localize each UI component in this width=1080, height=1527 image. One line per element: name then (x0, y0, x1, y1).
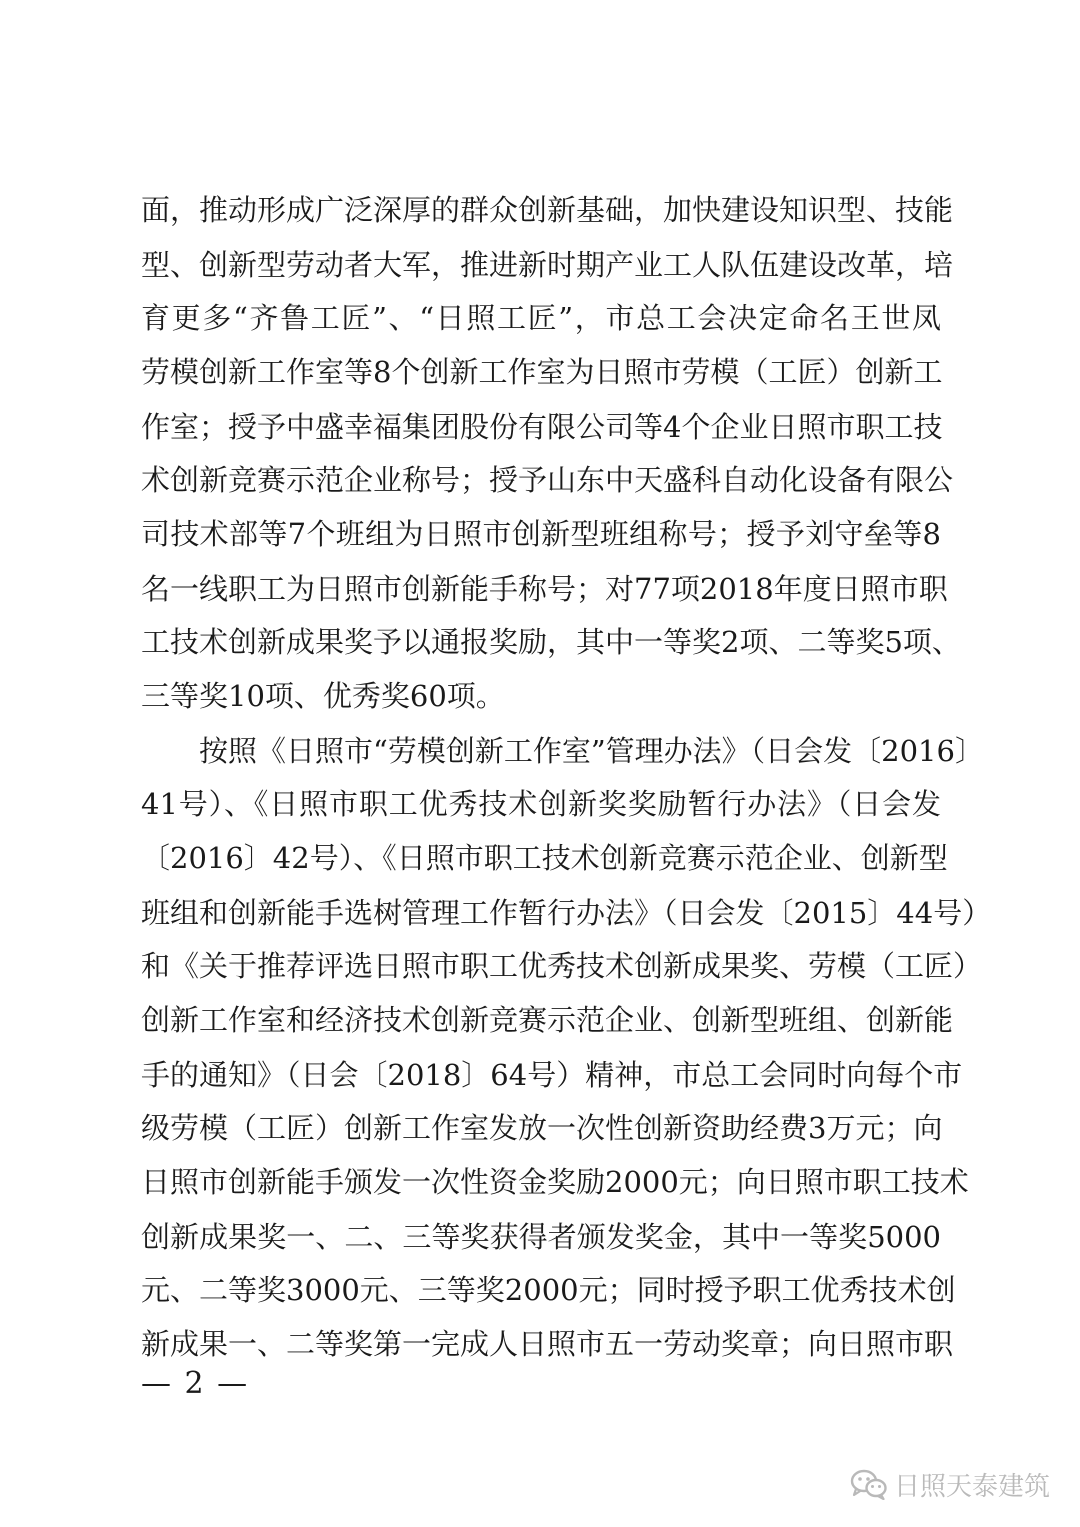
text-line: 型、创新型劳动者大军，推进新时期产业工人队伍建设改革，培 (141, 248, 954, 282)
watermark-text: 日照天泰建筑 (893, 1471, 1050, 1502)
text-line: 元、二等奖3000元、三等奖2000元；同时授予职工优秀技术创 (141, 1273, 956, 1307)
text-line: 〔2016〕42号）、《日照市职工技术创新竞赛示范企业、创新型 (141, 841, 948, 875)
watermark (850, 1464, 1050, 1504)
text-line: 新成果一、二等奖第一完成人日照市五一劳动奖章；向日照市职 (141, 1327, 954, 1361)
text-line: 创新工作室和经济技术创新竞赛示范企业、创新型班组、创新能 (141, 1003, 954, 1037)
text-line: 育更多“齐鲁工匠”、“日照工匠”，市总工会决定命名王世凤 (141, 301, 941, 335)
text-line: 工技术创新成果奖予以通报奖励，其中一等奖2项、二等奖5项、 (141, 625, 961, 659)
text-line: 手的通知》（日会〔2018〕64号）精神，市总工会同时向每个市 (141, 1058, 963, 1092)
text-line: 日照市创新能手颁发一次性资金奖励2000元；向日照市职工技术 (141, 1165, 969, 1199)
text-line: 劳模创新工作室等8个创新工作室为日照市劳模（工匠）创新工 (141, 355, 943, 389)
text-line: 作室；授予中盛幸福集团股份有限公司等4个企业日照市职工技 (141, 410, 943, 444)
text-line: 和《关于推荐评选日照市职工优秀技术创新成果奖、劳模（工匠） (141, 949, 983, 983)
text-line: 名一线职工为日照市创新能手称号；对77项2018年度日照市职 (141, 572, 948, 606)
page-number: — 2 — (141, 1366, 250, 1401)
text-line: 创新成果奖一、二、三等奖获得者颁发奖金，其中一等奖5000 (141, 1220, 941, 1254)
text-line: 按照《日照市“劳模创新工作室”管理办法》（日会发〔2016〕 (199, 734, 984, 768)
text-line: 级劳模（工匠）创新工作室发放一次性创新资助经费3万元；向 (141, 1111, 943, 1145)
text-line: 面，推动形成广泛深厚的群众创新基础，加快建设知识型、技能 (141, 193, 954, 227)
text-line: 班组和创新能手选树管理工作暂行办法》（日会发〔2015〕44号） (141, 896, 992, 930)
text-line: 41号）、《日照市职工优秀技术创新奖奖励暂行办法》（日会发 (141, 787, 941, 821)
wechat-icon (850, 1468, 888, 1500)
text-line: 司技术部等7个班组为日照市创新型班组称号；授予刘守垒等8 (141, 517, 941, 551)
text-line: 术创新竞赛示范企业称号；授予山东中天盛科自动化设备有限公 (141, 463, 954, 497)
text-line: 三等奖10项、优秀奖60项。 (141, 679, 505, 713)
